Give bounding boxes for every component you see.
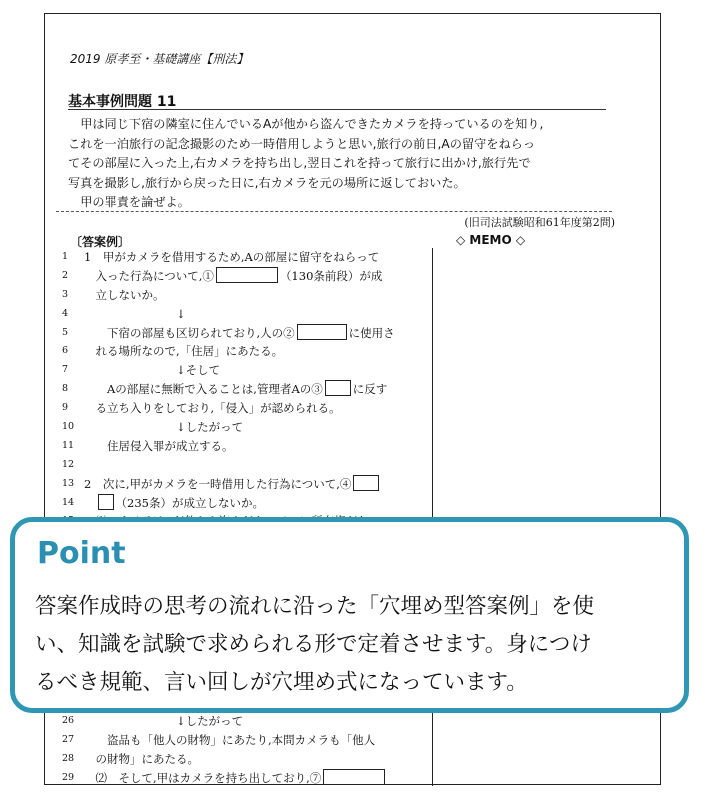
line-text (107, 437, 234, 456)
line-text-pre: ↓ (176, 306, 186, 321)
line-text (96, 342, 284, 361)
line-text-pre: 住居侵入罪が成立する。 (107, 438, 234, 453)
line-number: 9 (62, 402, 69, 414)
line-number: 4 (62, 307, 69, 319)
fill-in-blank (323, 769, 385, 785)
line-number: 28 (62, 752, 75, 764)
answer-line (62, 475, 428, 494)
line-number: 6 (62, 345, 69, 357)
line-text (176, 712, 243, 731)
line-text-post: （130条前段）が成 (279, 268, 383, 283)
line-text (96, 494, 264, 513)
line-number: 14 (62, 496, 75, 508)
answer-line (62, 731, 428, 750)
answer-line (62, 286, 428, 305)
callout-title: Point (37, 536, 126, 571)
line-text (84, 475, 381, 494)
line-text-pre: の財物」にあたる。 (95, 751, 199, 766)
line-number: 13 (62, 477, 75, 489)
line-number: 1 (62, 251, 69, 262)
line-text-pre: 1 甲がカメラを借用するため,Aの部屋に留守をねらって (84, 250, 380, 264)
line-number: 3 (62, 288, 69, 300)
callout-line: い、知識を試験で求められる形で定着させます。身につけ (35, 632, 592, 657)
line-text-post: （235条）が成立しないか。 (115, 495, 264, 510)
line-text-pre: 2 次に,甲がカメラを一時借用した行為について,④ (84, 476, 352, 491)
line-number: 10 (62, 421, 75, 433)
answer-line (62, 750, 428, 769)
line-text-post: に反す (352, 382, 388, 397)
line-text-pre: 立しないか。 (95, 287, 165, 302)
line-text (107, 380, 387, 399)
line-text (176, 361, 220, 380)
line-text-pre: 下宿の部屋も区切られており,人の② (107, 325, 295, 340)
answer-heading: 〔答案例〕 (70, 235, 131, 249)
line-text (96, 399, 341, 418)
line-text-pre: 盗品も「他人の財物」にあたり,本問カメラも「他人 (107, 732, 376, 747)
line-number: 12 (62, 458, 75, 470)
answer-line (62, 769, 428, 788)
callout-body (35, 588, 675, 702)
answer-line (62, 361, 428, 380)
line-text (96, 750, 200, 769)
callout-line: るべき規範、言い回しが穴埋め式になっています。 (35, 670, 528, 695)
fill-in-blank (353, 475, 379, 491)
line-text-pre: ↓したがって (176, 420, 244, 435)
problem-line: てその部屋に入った上,右カメラを持ち出し,翌日これを持って旅行に出かけ,旅行先で (68, 156, 531, 170)
line-number: 7 (62, 364, 69, 376)
fill-in-blank (98, 494, 114, 510)
line-text-post: に使用さ (348, 325, 395, 340)
answer-line (62, 248, 428, 267)
line-text-pre: ↓そして (176, 363, 221, 378)
line-text-pre: る立ち入りをしており,「侵入」が認められる。 (95, 401, 341, 416)
series-header: 2019 原孝至・基礎講座【刑法】 (70, 52, 249, 66)
problem-title: 基本事例問題 11 (68, 94, 177, 110)
fill-in-blank (325, 380, 351, 396)
line-text (84, 248, 379, 267)
answer-line (62, 267, 428, 286)
source-note: (旧司法試験昭和61年度第2問) (464, 216, 615, 229)
callout-line: 答案作成時の思考の流れに沿った「穴埋め型答案例」を使 (35, 594, 595, 619)
problem-line: 写真を撮影し,旅行から戻った日に,右カメラを元の場所に返しておいた。 (68, 175, 466, 190)
line-number: 5 (62, 326, 69, 338)
line-number: 2 (62, 269, 69, 281)
line-text (107, 324, 395, 343)
line-number: 11 (62, 439, 75, 451)
problem-line: 甲は同じ下宿の隣室に住んでいるAが他から盗んできたカメラを持っているのを知り, (80, 117, 544, 131)
line-text (176, 418, 243, 437)
problem-line: 甲の罪責を論ぜよ。 (80, 195, 190, 209)
fill-in-blank (297, 324, 347, 340)
answer-lines-bottom (62, 712, 428, 788)
memo-label: ◇ MEMO ◇ (456, 233, 526, 247)
answer-line (62, 342, 428, 361)
line-number: 8 (62, 383, 69, 395)
dashed-divider (56, 211, 612, 212)
line-number: 29 (62, 771, 75, 783)
fill-in-blank (216, 267, 278, 283)
line-text-pre: れる場所なので,「住居」にあたる。 (95, 344, 284, 359)
problem-text (68, 115, 608, 213)
point-callout (10, 517, 689, 713)
line-text-pre: ⑵ そして,甲はカメラを持ち出しており,⑦ (95, 770, 322, 785)
line-text (107, 731, 375, 750)
answer-line (62, 418, 428, 437)
line-number: 27 (62, 733, 75, 745)
answer-line (62, 380, 428, 399)
answer-line (62, 456, 428, 475)
answer-line (62, 494, 428, 513)
title-rule (68, 109, 606, 110)
line-text (96, 286, 165, 305)
answer-line (62, 712, 428, 731)
line-text-pre: Aの部屋に無断で入ることは,管理者Aの③ (107, 382, 323, 397)
line-text-pre: 入った行為について,① (95, 268, 214, 283)
answer-line (62, 305, 428, 324)
problem-line: これを一泊旅行の記念撮影のため一時借用しようと思い,旅行の前日,Aの留守をねらっ (68, 136, 536, 151)
line-number: 26 (62, 715, 75, 726)
line-text-pre: ↓したがって (176, 714, 244, 728)
line-text (176, 305, 186, 324)
answer-line (62, 437, 428, 456)
answer-line (62, 399, 428, 418)
line-text (96, 267, 383, 286)
answer-lines-top (62, 248, 428, 531)
answer-line (62, 324, 428, 343)
line-text (96, 769, 388, 788)
